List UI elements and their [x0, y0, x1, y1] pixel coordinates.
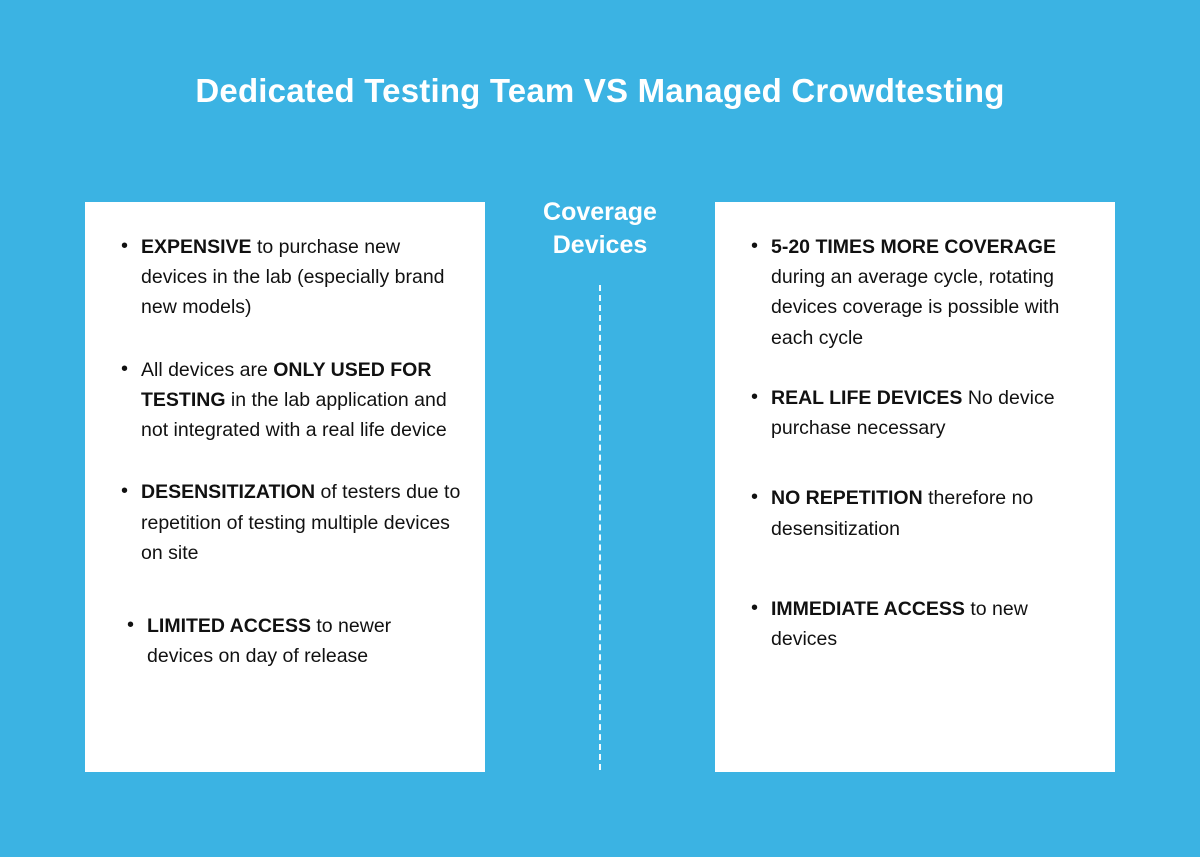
right-item-1-rest: No device purchase necessary [771, 386, 1055, 440]
vertical-dashed-divider [599, 285, 601, 770]
panel-managed-crowdtesting [715, 202, 1115, 772]
list-item [115, 232, 461, 323]
right-item-2-rest: therefore no desensitization [771, 487, 1034, 540]
page-title: Dedicated Testing Team VS Managed Crowdtesting [195, 72, 1005, 109]
list-item [745, 383, 1091, 443]
list-item [115, 355, 461, 446]
left-item-1-rest: in the lab application and not integrated with a real life device [141, 388, 447, 442]
center-category-line2: Devices [552, 231, 648, 259]
right-item-0-strong: 5-20 TIMES MORE COVERAGE [771, 236, 1056, 258]
right-item-2-strong: NO REPETITION [771, 487, 923, 510]
right-item-0-rest: during an average cycle, rotating devices coverage is possible with each cycle [771, 266, 1060, 349]
left-item-1-strong: ONLY USED FOR TESTING [141, 358, 432, 411]
list-item [115, 477, 461, 568]
left-item-2-strong: DESENSITIZATION [141, 481, 316, 504]
center-category-label [485, 196, 715, 262]
list-item [115, 611, 461, 671]
right-item-3-rest: to new devices [771, 597, 1028, 650]
left-item-3-strong: LIMITED ACCESS [147, 614, 311, 637]
left-item-3-rest: to newer devices on day of release [147, 614, 392, 668]
panel-dedicated-testing-team [85, 202, 485, 772]
left-item-2-rest: of testers due to repetition of testing multiple devices on site [141, 481, 461, 564]
right-item-3-strong: IMMEDIATE ACCESS [771, 597, 965, 620]
list-item [745, 232, 1091, 353]
right-bullet-list [745, 232, 1091, 654]
left-item-0-rest: to purchase new devices in the lab (especially brand new models) [141, 236, 445, 319]
right-item-1-strong: REAL LIFE DEVICES [771, 386, 963, 409]
left-item-0-strong: EXPENSIVE [141, 236, 252, 258]
list-item [745, 594, 1091, 654]
left-item-1-lead: All devices are [141, 358, 274, 381]
list-item [745, 483, 1091, 543]
left-bullet-list [115, 232, 461, 671]
center-category-line1: Coverage [543, 198, 657, 226]
